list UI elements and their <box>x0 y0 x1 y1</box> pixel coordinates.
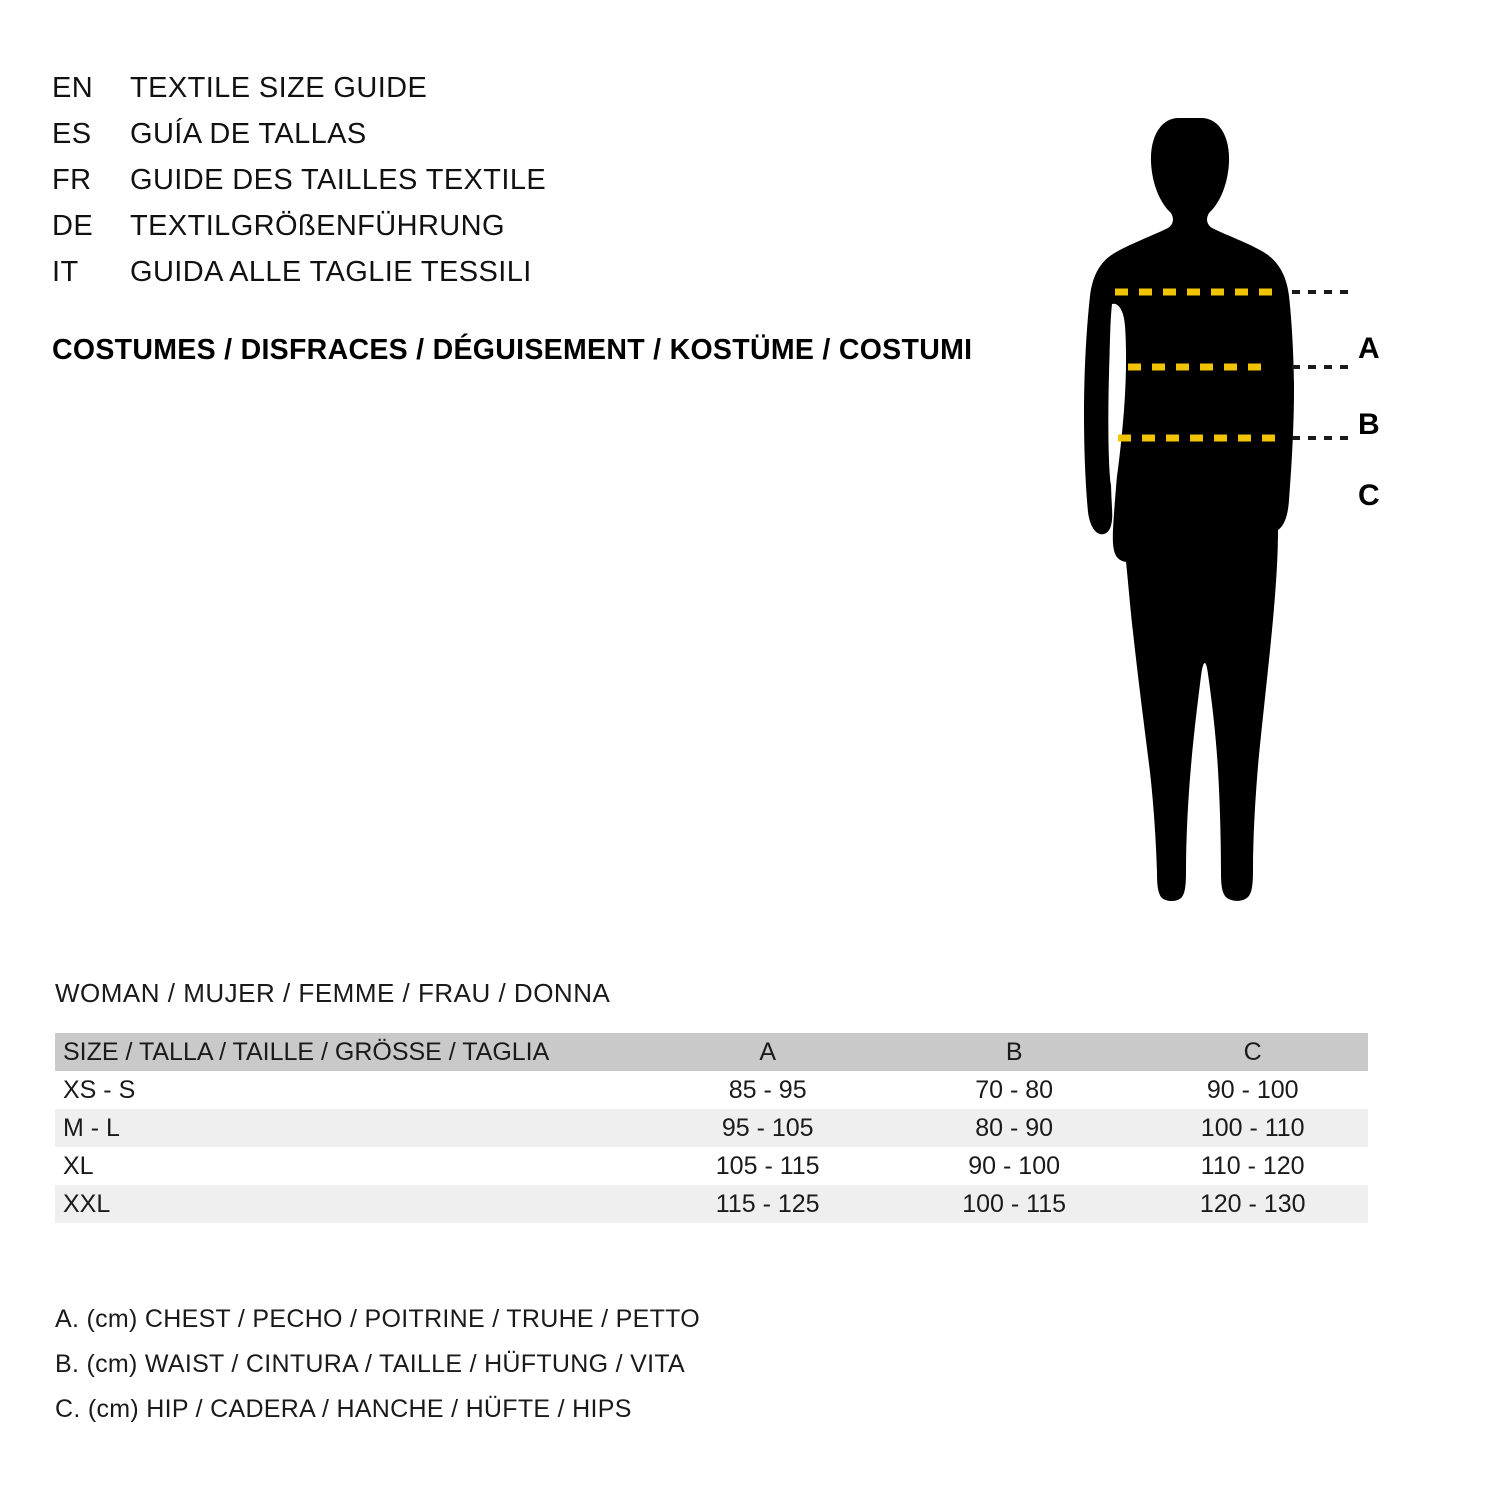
cell-hip: 110 - 120 <box>1137 1147 1368 1185</box>
legend-row-waist: B. (cm) WAIST / CINTURA / TAILLE / HÜFTUNG / VITA <box>55 1350 686 1378</box>
language-title: GUÍA DE TALLAS <box>130 118 367 150</box>
language-row-en <box>52 72 1012 118</box>
column-header-b: B <box>891 1033 1137 1071</box>
cell-size: XS - S <box>55 1071 644 1109</box>
language-code: DE <box>52 210 94 242</box>
cell-hip: 100 - 110 <box>1137 1109 1368 1147</box>
cell-chest: 115 - 125 <box>644 1185 890 1223</box>
cell-waist: 70 - 80 <box>891 1071 1137 1109</box>
table-body <box>55 1071 1368 1223</box>
language-row-fr <box>52 164 1012 210</box>
column-header-size: SIZE / TALLA / TAILLE / GRÖSSE / TAGLIA <box>55 1033 644 1071</box>
table-head <box>55 1033 1368 1071</box>
column-header-a: A <box>644 1033 890 1071</box>
figure-diagram <box>1040 60 1460 940</box>
measure-label-b: B <box>1358 408 1380 441</box>
measure-label-c: C <box>1358 479 1380 512</box>
language-title: TEXTILGRÖßENFÜHRUNG <box>130 210 505 242</box>
language-code: EN <box>52 72 94 104</box>
cell-chest: 95 - 105 <box>644 1109 890 1147</box>
column-header-c: C <box>1137 1033 1368 1071</box>
language-row-it <box>52 256 1012 302</box>
table-row <box>55 1109 1368 1147</box>
table-title: WOMAN / MUJER / FEMME / FRAU / DONNA <box>55 978 611 1008</box>
table-row <box>55 1071 1368 1109</box>
language-row-de <box>52 210 1012 256</box>
cell-hip: 120 - 130 <box>1137 1185 1368 1223</box>
cell-size: XXL <box>55 1185 644 1223</box>
language-list <box>52 72 1012 302</box>
legend-row-hip: C. (cm) HIP / CADERA / HANCHE / HÜFTE / HIPS <box>55 1395 632 1423</box>
language-title: TEXTILE SIZE GUIDE <box>130 72 428 104</box>
costumes-subtitle: COSTUMES / DISFRACES / DÉGUISEMENT / KOSTÜME / COSTUMI <box>52 334 973 366</box>
measurement-legend <box>55 1297 700 1432</box>
table-header-row <box>55 1033 1368 1071</box>
cell-waist: 90 - 100 <box>891 1147 1137 1185</box>
legend-row-chest: A. (cm) CHEST / PECHO / POITRINE / TRUHE / PETTO <box>55 1305 701 1333</box>
language-row-es <box>52 118 1012 164</box>
cell-waist: 100 - 115 <box>891 1185 1137 1223</box>
table-row <box>55 1147 1368 1185</box>
language-code: ES <box>52 118 92 150</box>
cell-size: M - L <box>55 1109 644 1147</box>
cell-waist: 80 - 90 <box>891 1109 1137 1147</box>
size-table <box>55 1033 1368 1223</box>
language-code: FR <box>52 164 92 196</box>
language-title: GUIDE DES TAILLES TEXTILE <box>130 164 547 196</box>
cell-size: XL <box>55 1147 644 1185</box>
measure-label-a: A <box>1358 332 1380 365</box>
cell-chest: 85 - 95 <box>644 1071 890 1109</box>
cell-chest: 105 - 115 <box>644 1147 890 1185</box>
cell-hip: 90 - 100 <box>1137 1071 1368 1109</box>
language-code: IT <box>52 256 79 288</box>
language-title: GUIDA ALLE TAGLIE TESSILI <box>130 256 532 288</box>
table-row <box>55 1185 1368 1223</box>
woman-silhouette-icon <box>1040 60 1460 940</box>
